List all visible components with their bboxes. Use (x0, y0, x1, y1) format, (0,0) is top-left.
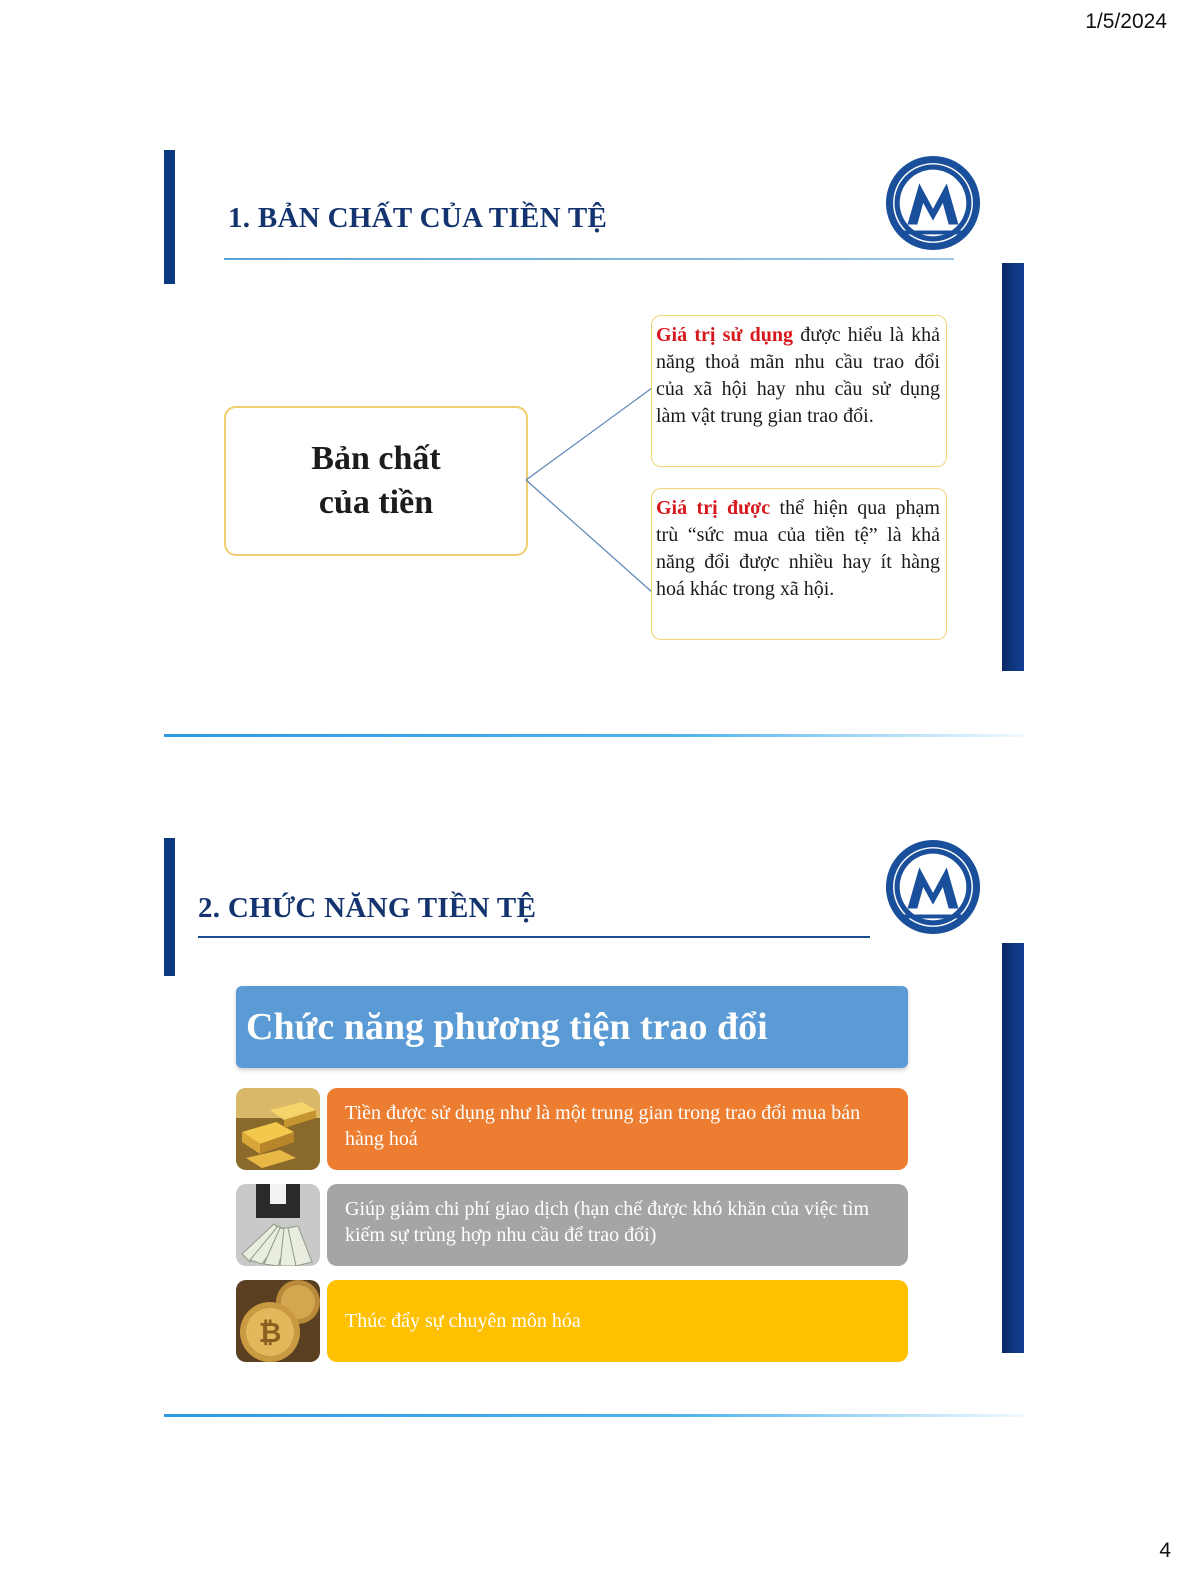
connector-lines (524, 380, 656, 600)
value-box (651, 488, 947, 640)
slide-left-accent-bar (164, 150, 175, 284)
slide-left-accent-bar (164, 838, 175, 976)
slide-bottom-rule (164, 734, 1024, 737)
cash-fan-icon (236, 1184, 320, 1266)
use-value-term: Giá trị sử dụng (656, 324, 794, 346)
concept-line-1: Bản chất (311, 440, 441, 477)
gold-bars-icon (236, 1088, 320, 1170)
slide-title: 2. CHỨC NĂNG TIỀN TỆ (198, 892, 537, 924)
bitcoin-coins-icon (236, 1280, 320, 1362)
title-underline (224, 258, 954, 260)
use-value-text: được hiểu là khả năng thoả mãn nhu cầu trao đổi của xã hội hay nhu cầu sử dụng làm vật trung gian trao đổi. (656, 324, 940, 427)
slide-right-accent-bar (1002, 943, 1024, 1353)
function-banner: Chức năng phương tiện trao đổi (236, 986, 908, 1068)
svg-text:₿: ₿ (258, 1316, 282, 1349)
slide-2 (164, 838, 1024, 1438)
function-row-1: Tiền được sử dụng như là một trung gian trong trao đổi mua bán hàng hoá (327, 1088, 908, 1170)
university-logo-icon (884, 838, 982, 936)
title-underline (198, 936, 870, 938)
concept-line-2: của tiền (318, 484, 434, 521)
use-value-box (651, 315, 947, 467)
concept-box (224, 406, 528, 556)
value-term: Giá trị được (656, 497, 771, 519)
page-number: 4 (1159, 1539, 1171, 1562)
slide-1 (164, 150, 1024, 750)
header-date: 1/5/2024 (1085, 10, 1167, 33)
function-row-2: Giúp giảm chi phí giao dịch (hạn chế được khó khăn của việc tìm kiếm sự trùng hợp nhu cầu để trao đổi) (327, 1184, 908, 1266)
slide-title: 1. BẢN CHẤT CỦA TIỀN TỆ (228, 202, 608, 234)
slide-right-accent-bar (1002, 263, 1024, 671)
value-text: thể hiện qua phạm trù “sức mua của tiền tệ” là khả năng đổi được nhiều hay ít hàng hoá khác trong xã hội. (656, 497, 940, 600)
university-logo-icon (884, 154, 982, 252)
function-row-3: Thúc đẩy sự chuyên môn hóa (327, 1280, 908, 1362)
slide-bottom-rule (164, 1414, 1024, 1417)
